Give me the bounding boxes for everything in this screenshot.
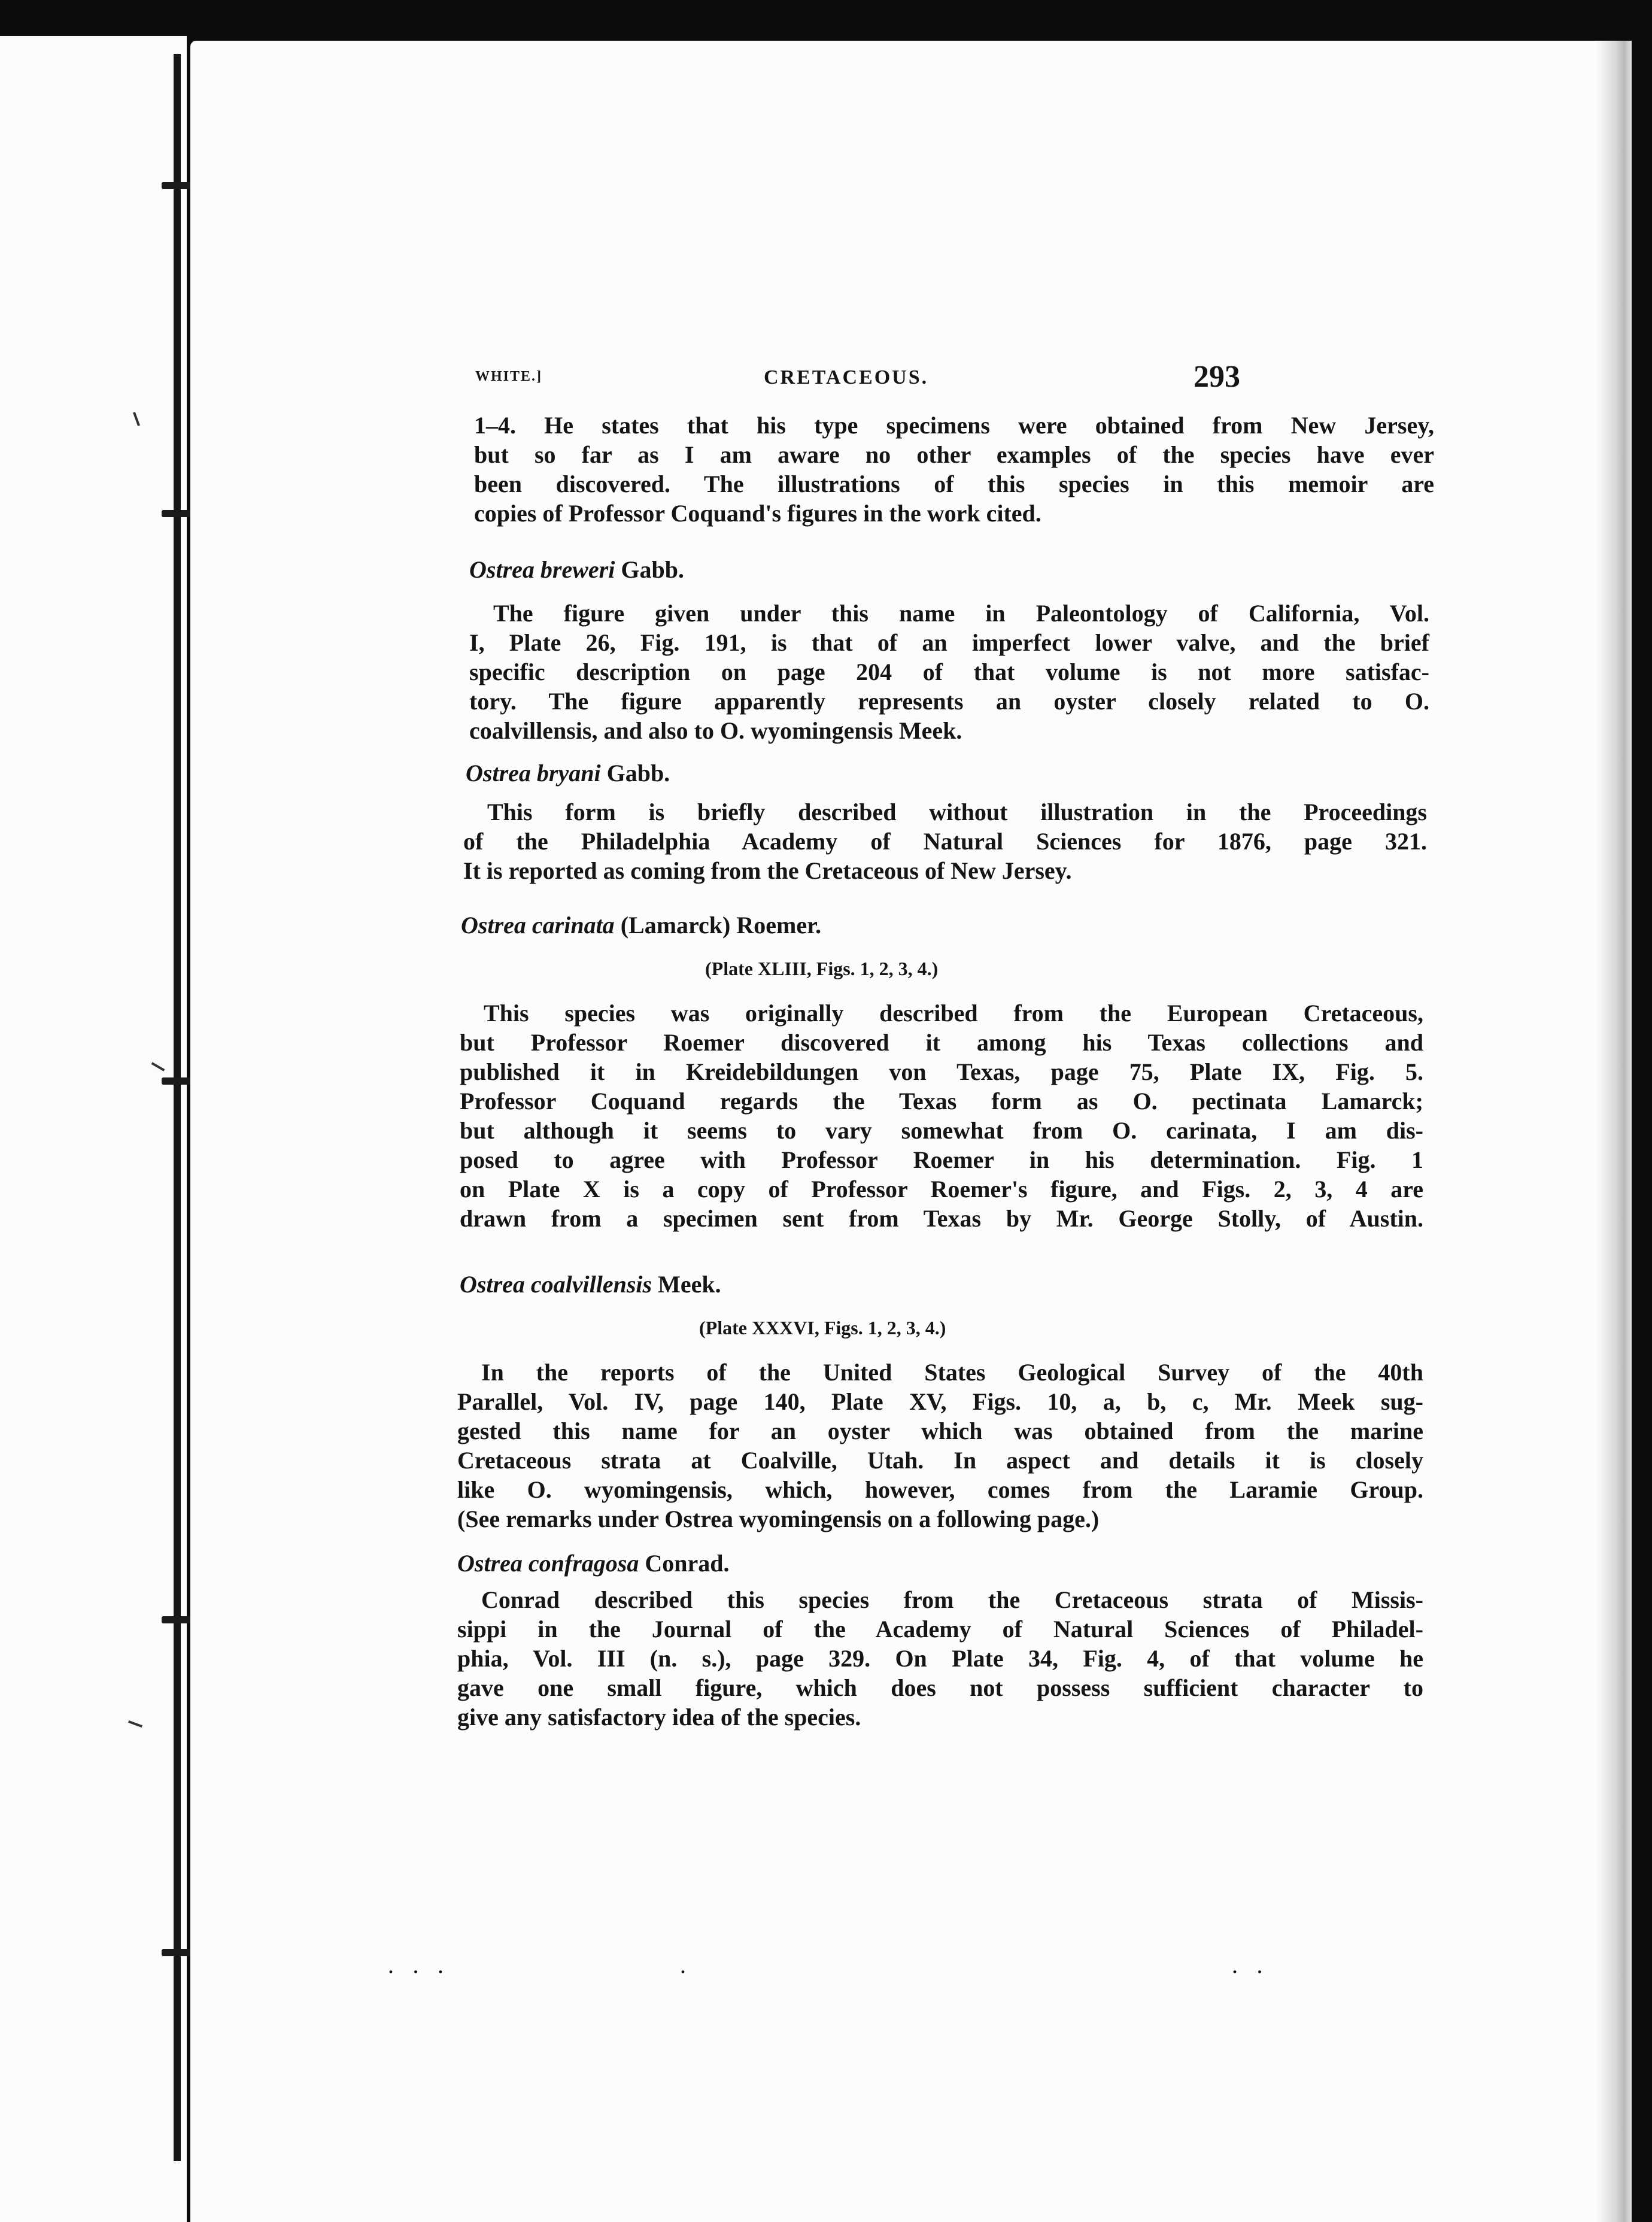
species-heading xyxy=(469,556,684,584)
footer-speck-center: · xyxy=(680,1962,694,1982)
text-line: (See remarks under Ostrea wyomingensis on a following page.) xyxy=(457,1505,1100,1532)
facing-page-strip xyxy=(0,36,187,2222)
footer-specks-left: · · · xyxy=(388,1962,451,1982)
text-line: Cretaceous strata at Coalville, Utah. In aspect and details it is closely xyxy=(457,1447,1423,1474)
text-line: like O. wyomingensis, which, however, comes from the Laramie Group. xyxy=(457,1476,1423,1503)
text-line: Professor Coquand regards the Texas form as O. pectinata Lamarck; xyxy=(460,1088,1423,1115)
text-line: been discovered. The illustrations of this species in this memoir are xyxy=(474,470,1434,497)
running-head-author: WHITE.] xyxy=(475,369,543,384)
species-name: Ostrea bryani xyxy=(466,760,601,787)
text-line: copies of Professor Coquand's figures in the work cited. xyxy=(474,500,1041,527)
plate-reference: (Plate XLIII, Figs. 1, 2, 3, 4.) xyxy=(705,958,939,979)
text-line: drawn from a specimen sent from Texas by Mr. George Stolly, of Austin. xyxy=(460,1205,1423,1232)
text-line: but although it seems to vary somewhat from O. carinata, I am dis- xyxy=(460,1117,1423,1144)
species-heading xyxy=(460,1270,721,1298)
text-line: gested this name for an oyster which was obtained from the marine xyxy=(457,1417,1423,1444)
text-line: but so far as I am aware no other examples of the species have ever xyxy=(474,441,1434,468)
species-paragraph xyxy=(463,797,1427,885)
text-line: I, Plate 26, Fig. 191, is that of an imperfect lower valve, and the brief xyxy=(469,629,1429,656)
species-paragraph xyxy=(457,1358,1423,1534)
text-line: gave one small figure, which does not possess sufficient character to xyxy=(457,1674,1423,1701)
species-author: Gabb. xyxy=(615,556,684,583)
footer-specks-right: · · xyxy=(1232,1962,1270,1982)
species-paragraph xyxy=(457,1585,1423,1732)
text-line: published it in Kreidebildungen von Texas, page 75, Plate IX, Fig. 5. xyxy=(460,1058,1423,1085)
page-edge-shadow xyxy=(1596,41,1632,2222)
species-author: Conrad. xyxy=(639,1550,730,1577)
species-author: (Lamarck) Roemer. xyxy=(614,912,822,939)
text-line: posed to agree with Professor Roemer in his determination. Fig. 1 xyxy=(460,1146,1423,1173)
species-author: Meek. xyxy=(652,1271,721,1298)
text-line: This form is briefly described without illustration in the Proceedings xyxy=(487,799,1427,825)
page-number: 293 xyxy=(1194,360,1240,394)
book-page xyxy=(190,41,1632,2222)
plate-reference: (Plate XXXVI, Figs. 1, 2, 3, 4.) xyxy=(699,1317,946,1338)
species-name: Ostrea confragosa xyxy=(457,1550,639,1577)
text-line: Conrad described this species from the Cretaceous strata of Missis- xyxy=(481,1586,1423,1613)
text-line: tory. The figure apparently represents an oyster closely related to O. xyxy=(469,688,1429,715)
text-line: Parallel, Vol. IV, page 140, Plate XV, Figs. 10, a, b, c, Mr. Meek sug- xyxy=(457,1388,1423,1415)
text-line: In the reports of the United States Geological Survey of the 40th xyxy=(481,1359,1423,1386)
species-paragraph xyxy=(460,998,1423,1233)
binding-edge xyxy=(174,54,181,2161)
running-head-title: CRETACEOUS. xyxy=(764,366,929,388)
intro-paragraph xyxy=(474,411,1434,528)
text-line: sippi in the Journal of the Academy of Natural Sciences of Philadel- xyxy=(457,1616,1423,1643)
text-line: but Professor Roemer discovered it among his Texas collections and xyxy=(460,1029,1423,1056)
text-line: give any satisfactory idea of the species. xyxy=(457,1704,861,1731)
species-author: Gabb. xyxy=(600,760,670,787)
text-line: 1–4. He states that his type specimens were obtained from New Jersey, xyxy=(474,412,1434,439)
species-heading xyxy=(461,911,821,939)
species-name: Ostrea carinata xyxy=(461,912,615,939)
species-name: Ostrea coalvillensis xyxy=(460,1271,652,1298)
species-heading xyxy=(466,759,670,787)
text-line: This species was originally described from the European Cretaceous, xyxy=(484,1000,1423,1027)
text-line: on Plate X is a copy of Professor Roemer's figure, and Figs. 2, 3, 4 are xyxy=(460,1176,1423,1203)
text-line: phia, Vol. III (n. s.), page 329. On Plate 34, Fig. 4, of that volume he xyxy=(457,1645,1423,1672)
text-line: of the Philadelphia Academy of Natural Sciences for 1876, page 321. xyxy=(463,828,1427,855)
species-heading xyxy=(457,1549,729,1577)
text-line: specific description on page 204 of that volume is not more satisfac- xyxy=(469,658,1429,685)
species-paragraph xyxy=(469,599,1429,745)
text-line: It is reported as coming from the Cretaceous of New Jersey. xyxy=(463,857,1072,884)
text-line: The figure given under this name in Paleontology of California, Vol. xyxy=(493,600,1429,627)
text-line: coalvillensis, and also to O. wyomingensis Meek. xyxy=(469,717,962,744)
species-name: Ostrea breweri xyxy=(469,556,615,583)
